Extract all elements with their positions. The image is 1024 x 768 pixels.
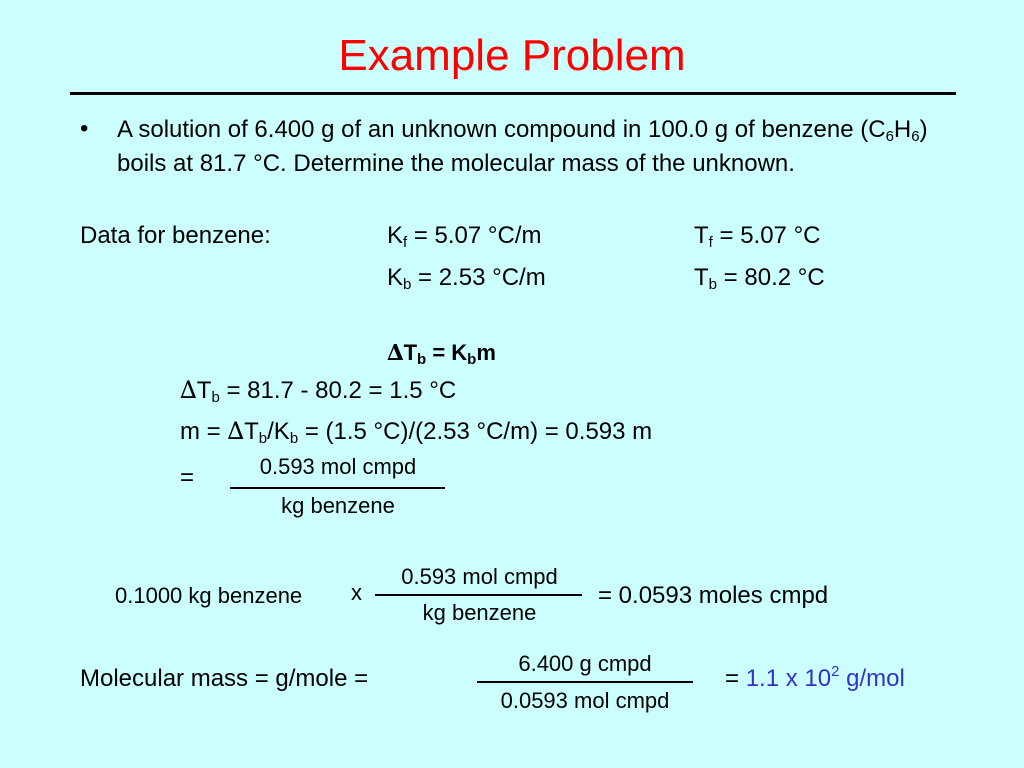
tb-value: $T_b = 80.2$ °C — [694, 264, 825, 293]
step4-result: = 0.0593 moles cmpd — [598, 582, 829, 609]
problem-sub-2: 6 — [911, 128, 920, 145]
delta-tb-calculation: $\Delta T_b = 81.7 - 80.2 = 1.5$ °C — [180, 376, 457, 406]
step4-times: x — [351, 580, 362, 605]
problem-text-1: A solution of 6.400 g of an unknown compound in 100.0 g of benzene (C — [117, 116, 886, 143]
step5-numerator: 6.400 g cmpd — [518, 651, 652, 676]
step3-denominator: kg benzene — [281, 493, 395, 518]
bullet-marker: • — [80, 115, 89, 142]
step5-denominator: 0.0593 mol cmpd — [500, 688, 670, 713]
tf-value: $T_f = 5.07$ °C — [694, 222, 821, 251]
problem-statement — [117, 113, 957, 181]
step4-fraction-bar — [375, 594, 582, 596]
boiling-point-equation: $\Delta T_b = K_bm$ — [387, 340, 496, 368]
problem-sub-1: 6 — [885, 128, 894, 145]
kf-value: $K_f = 5.07$ °C/m — [387, 222, 542, 251]
problem-text-2: H — [893, 116, 912, 143]
step4-mass: 0.1000 kg benzene — [115, 583, 303, 608]
step5-fraction-bar — [477, 681, 693, 683]
molecular-mass-answer: = 1.1 x $10^2$ g/mol — [725, 663, 905, 692]
title-rule — [70, 92, 956, 95]
slide-title: Example Problem — [338, 31, 686, 80]
data-label: Data for benzene: — [80, 222, 271, 249]
molecular-mass-label: Molecular mass = g/mole = — [80, 665, 369, 692]
problem-text-3: ) boils at 81.7 °C. Determine the molecular mass of the unknown. — [117, 116, 928, 177]
kb-value: $K_b = 2.53$ °C/m — [387, 264, 546, 293]
step4-denominator: kg benzene — [422, 600, 537, 625]
step3-fraction-bar — [230, 487, 445, 489]
step4-numerator: 0.593 mol cmpd — [401, 564, 558, 589]
molality-calculation: $m = \Delta T_b/K_b = (1.5$ °C)/(2.53 °C/m) = 0.593 m — [180, 417, 653, 447]
step3-numerator: 0.593 mol cmpd — [259, 454, 417, 479]
step3-equals: = — [180, 464, 195, 491]
